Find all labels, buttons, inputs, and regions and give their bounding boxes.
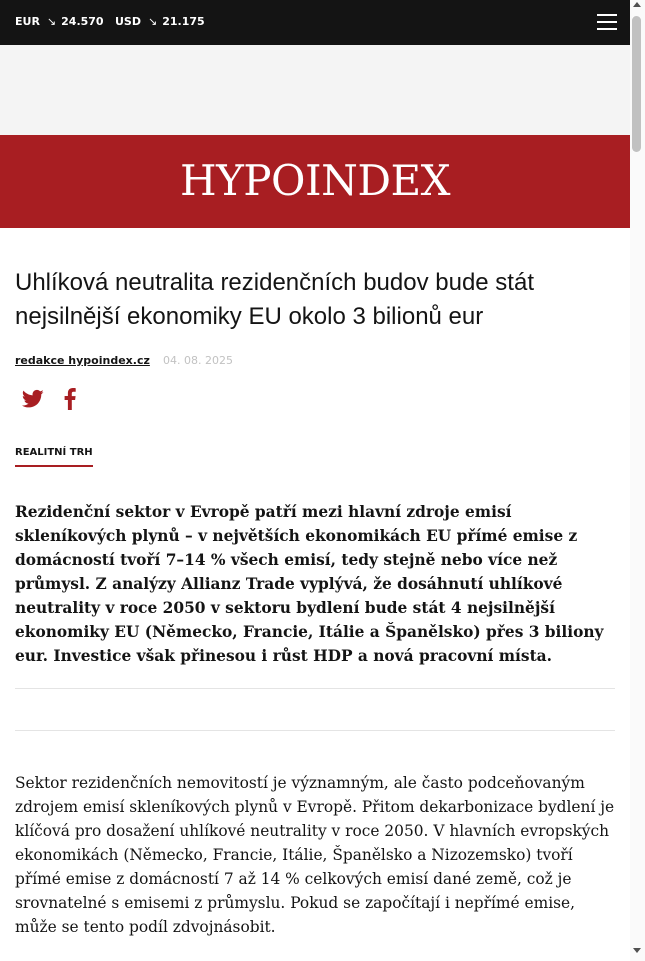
currency-value: 24.570 bbox=[61, 15, 104, 28]
currency-code: EUR bbox=[15, 15, 40, 28]
publish-date: 04. 08. 2025 bbox=[163, 354, 233, 367]
arrow-down-right-icon: ↘ bbox=[46, 15, 57, 28]
facebook-icon[interactable] bbox=[63, 388, 77, 410]
divider bbox=[15, 730, 615, 731]
ad-placeholder bbox=[0, 45, 630, 135]
divider bbox=[15, 688, 615, 689]
site-logo[interactable]: HYPOINDEX bbox=[179, 156, 451, 205]
article-title: Uhlíková neutralita rezidenčních budov bude stát nejsilnější ekonomiky EU okolo 3 bilionů eur bbox=[15, 269, 534, 330]
hamburger-menu-icon[interactable] bbox=[597, 14, 617, 30]
currency-bar bbox=[0, 0, 630, 45]
scroll-up-arrow-icon[interactable] bbox=[633, 2, 641, 7]
article-body: Sektor rezidenčních nemovitostí je významným, ale často podceňovaným zdrojem emisí skleníkových plynů v Evropě. Přitom dekarbonizace bydlení je klíčová pro dosažení uhlíkové neutrality v roce 2050. V hlavních evropských ekonomikách (Německo, Francie, Itálie, Španělsko a Nizozemsko) tvoří přímé emise z domácností 7 až 14 % celkových emisí dané země, což je srovnatelné s emisemi z průmyslu. Pokud se započítají i nepřímé emise, může se tento podíl zdvojnásobit. bbox=[15, 774, 615, 936]
scrollbar-thumb[interactable] bbox=[632, 16, 641, 152]
scroll-down-arrow-icon[interactable] bbox=[633, 948, 641, 953]
scrollbar[interactable] bbox=[630, 0, 645, 961]
twitter-icon[interactable] bbox=[22, 389, 44, 409]
category-tag[interactable]: REALITNÍ TRH bbox=[15, 447, 93, 467]
author-link[interactable]: redakce hypoindex.cz bbox=[15, 354, 150, 367]
arrow-down-right-icon: ↘ bbox=[148, 15, 158, 28]
currency-value: 21.175 bbox=[162, 15, 205, 28]
currency-rate-eur bbox=[15, 15, 104, 29]
currency-code: USD bbox=[115, 15, 141, 28]
currency-rate-usd bbox=[115, 15, 205, 29]
article-perex: Rezidenční sektor v Evropě patří mezi hlavní zdroje emisí skleníkových plynů – v největších ekonomikách EU přímé emise z domácností tvoří 7–14 % všech emisí, tedy stejně nebo více než průmysl. Z analýzy Allianz Trade vyplývá, že dosáhnutí uhlíkové neutrality v roce 2050 v sektoru bydlení bude stát 4 nejsilnější ekonomiky EU (Německo, Francie, Itálie a Španělsko) přes 3 biliony eur. Investice však přinesou i růst HDP a nová pracovní místa. bbox=[15, 503, 604, 665]
